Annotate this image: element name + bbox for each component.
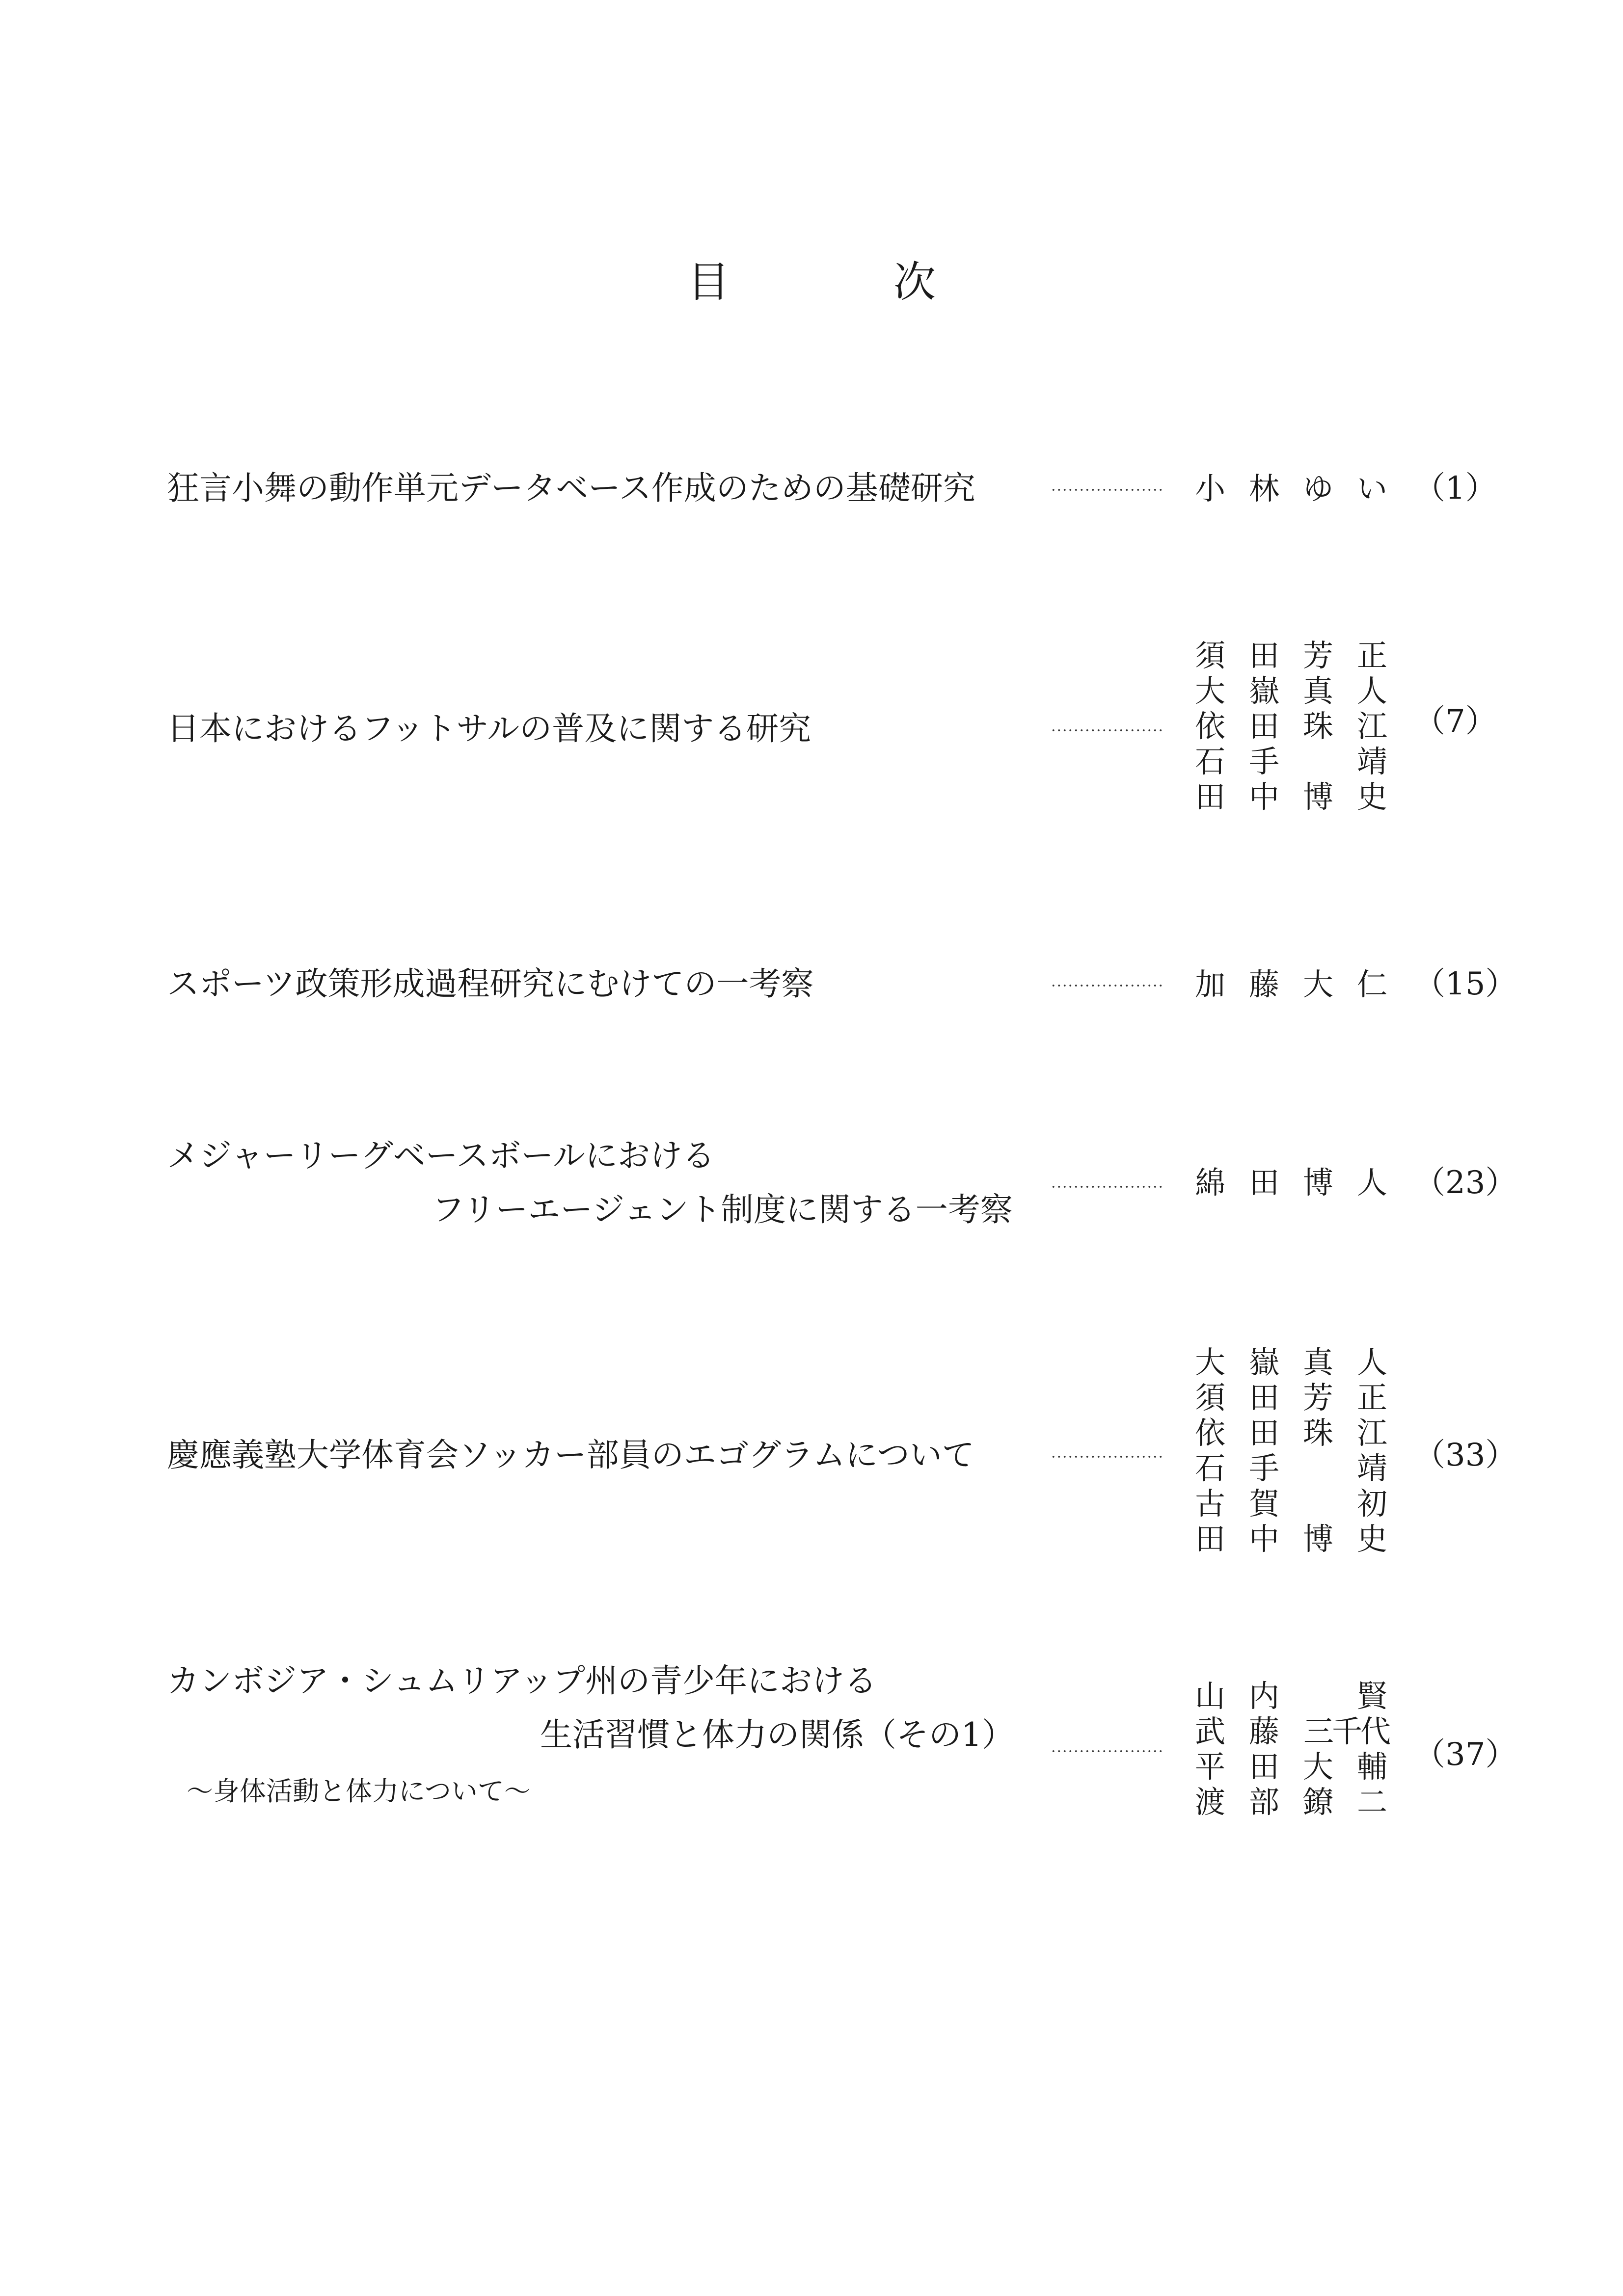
author-char: 中 bbox=[1248, 1521, 1279, 1557]
author-name bbox=[1188, 1451, 1394, 1486]
author-char: 博 bbox=[1302, 1165, 1333, 1201]
author-char: 綿 bbox=[1194, 1165, 1225, 1201]
author-char: 小 bbox=[1194, 471, 1225, 507]
author-name bbox=[1188, 1522, 1394, 1557]
entry-title: カンボジア・シュムリアップ州の青少年における bbox=[167, 1662, 877, 1700]
author-char: 正 bbox=[1356, 638, 1387, 673]
page-title bbox=[0, 250, 1623, 314]
author-char: 珠 bbox=[1302, 708, 1333, 744]
author-name bbox=[1188, 1714, 1394, 1749]
page-number: （33） bbox=[1414, 1437, 1517, 1473]
author-char: 手 bbox=[1248, 744, 1279, 779]
entry-title: 慶應義塾大学体育会ソッカー部員のエゴグラムについて bbox=[167, 1436, 974, 1474]
author-char: 石 bbox=[1194, 1450, 1225, 1486]
author-char: 古 bbox=[1194, 1486, 1225, 1522]
author-char: 博 bbox=[1302, 1521, 1333, 1557]
author-char: 博 bbox=[1302, 779, 1333, 815]
author-name bbox=[1188, 744, 1394, 779]
author-char: 加 bbox=[1194, 966, 1225, 1002]
page-number: （23） bbox=[1414, 1165, 1517, 1201]
page-title-char: 次 bbox=[893, 258, 936, 307]
entry-authors bbox=[1188, 967, 1394, 1002]
author-char: 大 bbox=[1302, 966, 1333, 1002]
author-char: 須 bbox=[1194, 1380, 1225, 1415]
author-name bbox=[1188, 1415, 1394, 1451]
toc-entry[interactable] bbox=[0, 1134, 1623, 1242]
author-char: 中 bbox=[1248, 779, 1279, 815]
entry-title: メジャーリーグベースボールにおける bbox=[167, 1137, 715, 1175]
author-char: 初 bbox=[1356, 1486, 1387, 1522]
author-char: 人 bbox=[1356, 1344, 1387, 1380]
entry-title-line-2: 生活習慣と体力の関係（その1） bbox=[540, 1716, 1014, 1754]
leader-dots bbox=[1051, 729, 1163, 731]
author-char: 靖 bbox=[1356, 744, 1387, 779]
author-char: 鐐 bbox=[1302, 1784, 1333, 1820]
author-char: ゆ bbox=[1302, 471, 1333, 507]
author-name bbox=[1188, 1165, 1394, 1201]
author-char: 三千代 bbox=[1303, 1713, 1389, 1749]
leader-dots bbox=[1051, 1456, 1163, 1458]
author-char: 大 bbox=[1302, 1749, 1333, 1785]
author-char: 正 bbox=[1356, 1380, 1387, 1415]
author-char: 賀 bbox=[1248, 1486, 1279, 1522]
entry-title: スポーツ政策形成過程研究にむけての一考察 bbox=[167, 965, 814, 1003]
author-char: 山 bbox=[1194, 1678, 1225, 1714]
page-title-char: 目 bbox=[687, 258, 730, 307]
author-char: 田 bbox=[1248, 638, 1279, 673]
author-char: 江 bbox=[1356, 708, 1387, 744]
entry-authors bbox=[1188, 1165, 1394, 1201]
author-char: 史 bbox=[1356, 1521, 1387, 1557]
leader-dots bbox=[1051, 1186, 1163, 1188]
author-name bbox=[1188, 779, 1394, 815]
entry-title: 狂言小舞の動作単元データベース作成のための基礎研究 bbox=[167, 469, 975, 507]
author-char: 田 bbox=[1194, 1521, 1225, 1557]
author-name bbox=[1188, 1345, 1394, 1380]
leader-dots bbox=[1051, 1750, 1163, 1752]
author-char: 武 bbox=[1194, 1713, 1225, 1749]
author-char: 芳 bbox=[1302, 638, 1333, 673]
page-number: （7） bbox=[1414, 703, 1497, 740]
author-char: 人 bbox=[1356, 673, 1387, 709]
author-name bbox=[1188, 967, 1394, 1002]
author-char: 田 bbox=[1248, 708, 1279, 744]
author-char: 須 bbox=[1194, 638, 1225, 673]
author-name bbox=[1188, 673, 1394, 709]
author-char: 賢 bbox=[1356, 1678, 1387, 1714]
author-char: 江 bbox=[1356, 1415, 1387, 1451]
author-char: 嶽 bbox=[1248, 1344, 1279, 1380]
page-number: （1） bbox=[1414, 470, 1497, 507]
author-char: 依 bbox=[1194, 1415, 1225, 1451]
author-char: 芳 bbox=[1302, 1380, 1333, 1415]
author-name bbox=[1188, 709, 1394, 744]
entry-authors bbox=[1188, 638, 1394, 815]
author-char: 依 bbox=[1194, 708, 1225, 744]
page-number: （37） bbox=[1414, 1736, 1517, 1773]
author-char: 田 bbox=[1248, 1415, 1279, 1451]
page-number: （15） bbox=[1414, 966, 1517, 1002]
author-char: 史 bbox=[1356, 779, 1387, 815]
author-char: 田 bbox=[1194, 779, 1225, 815]
author-char: 平 bbox=[1194, 1749, 1225, 1785]
entry-title-line-2: フリーエージェント制度に関する一考察 bbox=[432, 1191, 1013, 1228]
author-char: 田 bbox=[1248, 1380, 1279, 1415]
author-name bbox=[1188, 1679, 1394, 1714]
author-char: 藤 bbox=[1248, 1713, 1279, 1749]
author-char: 林 bbox=[1248, 471, 1279, 507]
author-name bbox=[1188, 1380, 1394, 1415]
author-name bbox=[1188, 1785, 1394, 1820]
toc-entry[interactable] bbox=[0, 466, 1623, 525]
author-char: 人 bbox=[1356, 1165, 1387, 1201]
author-char: 石 bbox=[1194, 744, 1225, 779]
toc-entry[interactable] bbox=[0, 1659, 1623, 1836]
author-char: 真 bbox=[1302, 1344, 1333, 1380]
author-char: 田 bbox=[1248, 1749, 1279, 1785]
author-char: 大 bbox=[1194, 1344, 1225, 1380]
author-char: 真 bbox=[1302, 673, 1333, 709]
author-char: 輔 bbox=[1356, 1749, 1387, 1785]
author-char: い bbox=[1356, 471, 1387, 507]
leader-dots bbox=[1051, 985, 1163, 987]
author-char: 手 bbox=[1248, 1450, 1279, 1486]
author-name bbox=[1188, 1486, 1394, 1522]
entry-authors bbox=[1188, 1679, 1394, 1820]
author-char: 嶽 bbox=[1248, 673, 1279, 709]
author-name bbox=[1188, 471, 1394, 507]
author-char: 仁 bbox=[1356, 966, 1387, 1002]
toc-entry[interactable] bbox=[0, 962, 1623, 1021]
author-char: 珠 bbox=[1302, 1415, 1333, 1451]
toc-entry[interactable] bbox=[0, 638, 1623, 825]
author-name bbox=[1188, 638, 1394, 673]
author-name bbox=[1188, 1749, 1394, 1785]
author-char: 渡 bbox=[1194, 1784, 1225, 1820]
entry-subtitle: 〜身体活動と体力について〜 bbox=[187, 1776, 531, 1807]
author-char: 二 bbox=[1356, 1784, 1387, 1820]
entry-title: 日本におけるフットサルの普及に関する研究 bbox=[167, 710, 812, 748]
author-char: 田 bbox=[1248, 1165, 1279, 1201]
author-char: 靖 bbox=[1356, 1450, 1387, 1486]
toc-entry[interactable] bbox=[0, 1345, 1623, 1566]
leader-dots bbox=[1051, 489, 1163, 491]
author-char: 部 bbox=[1248, 1784, 1279, 1820]
entry-authors bbox=[1188, 471, 1394, 507]
author-char: 大 bbox=[1194, 673, 1225, 709]
entry-authors bbox=[1188, 1345, 1394, 1557]
author-char: 内 bbox=[1248, 1678, 1279, 1714]
author-char: 藤 bbox=[1248, 966, 1279, 1002]
